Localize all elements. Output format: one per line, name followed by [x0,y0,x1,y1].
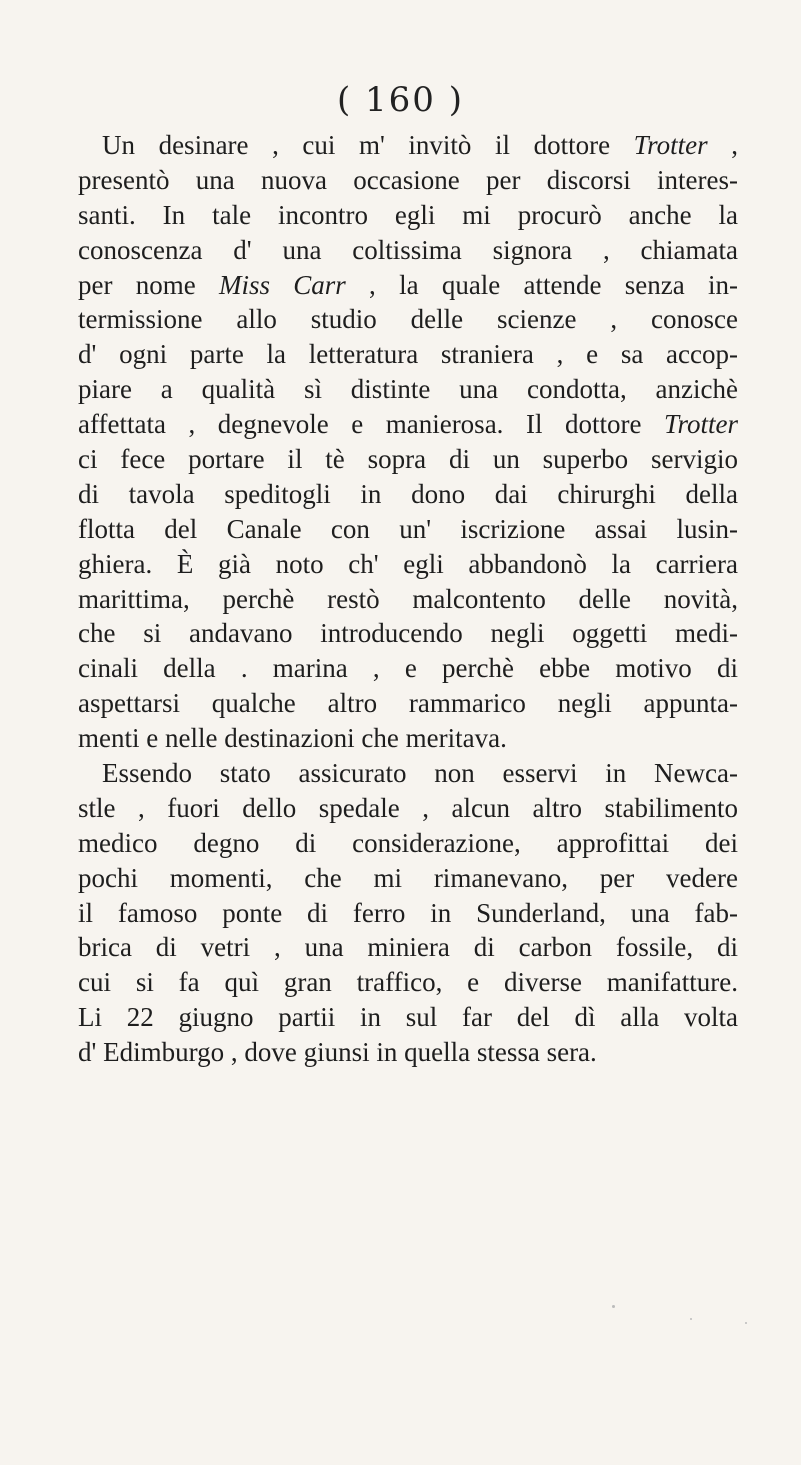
text-segment: termissione allo studio delle scienze , conosce [78,304,738,335]
text-segment: Li 22 giugno partii in sul far del dì alla volta [78,1002,738,1033]
text-segment: flotta del Canale con un' iscrizione assai lusin- [78,513,738,544]
text-line [78,268,738,303]
body-text [78,128,738,1070]
text-line [78,477,738,512]
text-line [78,791,738,826]
text-segment: Essendo stato assicurato non esservi in Newca- [102,758,738,789]
text-segment: stle , fuori dello spedale , alcun altro stabilimento [78,792,738,823]
text-line [78,372,738,407]
text-line [78,582,738,617]
text-segment: cinali della . marina , e perchè ebbe motivo di [78,653,738,684]
text-segment: piare a qualità sì distinte una condotta, anzichè [78,374,738,405]
text-segment: , la quale attende senza in- [345,269,738,300]
paper-speck [690,1318,692,1320]
paper-speck [612,1305,615,1308]
text-segment: affettata , degnevole e manierosa. Il dottore [78,409,664,440]
text-line [78,616,738,651]
text-line [78,1000,738,1035]
text-segment: il famoso ponte di ferro in Sunderland, una fab- [78,897,738,928]
text-line [78,407,738,442]
text-segment: Un desinare , cui m' invitò il dottore [102,130,634,160]
text-line [78,233,738,268]
text-line [78,965,738,1000]
text-segment: medico degno di considerazione, approfittai dei [78,827,738,858]
italic-name: Trotter [663,409,738,440]
text-segment: d' Edimburgo , dove giunsi in quella stessa sera. [78,1037,597,1068]
text-segment: ghiera. È già noto ch' egli abbandonò la carriera [78,548,738,579]
text-segment: brica di vetri , una miniera di carbon fossile, di [78,932,738,963]
text-line [78,721,738,756]
text-line [78,861,738,896]
text-segment: di tavola speditogli in dono dai chirurghi della [78,478,738,509]
italic-name: Trotter [633,130,708,160]
text-segment: d' ogni parte la letteratura straniera , e sa accop- [78,339,738,370]
text-line [78,163,738,198]
text-line [78,198,738,233]
text-line [78,896,738,931]
text-segment: menti e nelle destinazioni che meritava. [78,723,507,754]
text-line [78,547,738,582]
text-line [78,1035,738,1070]
text-line [78,826,738,861]
paper-speck [745,1322,747,1324]
text-line [78,128,738,163]
text-segment: ci fece portare il tè sopra di un superbo servigio [78,444,738,475]
text-line [78,442,738,477]
text-line [78,337,738,372]
text-segment: santi. In tale incontro egli mi procurò anche la [78,199,738,230]
text-segment: marittima, perchè restò malcontento delle novità, [78,583,738,614]
text-line [78,512,738,547]
text-line [78,686,738,721]
text-segment: aspettarsi qualche altro rammarico negli appunta- [78,688,738,719]
text-line [78,651,738,686]
text-line [78,302,738,337]
italic-name: Miss Carr [219,269,346,300]
text-segment: che si andavano introducendo negli oggetti medi- [78,618,738,649]
text-segment: pochi momenti, che mi rimanevano, per vedere [78,862,738,893]
text-segment: , [707,130,738,160]
text-segment: per nome [78,269,219,300]
text-line [78,756,738,791]
page-number: ( 160 ) [336,80,465,120]
text-line [78,930,738,965]
text-segment: presentò una nuova occasione per discorsi interes- [78,164,738,195]
text-segment: cui si fa quì gran traffico, e diverse manifatture. [78,967,738,998]
text-segment: conoscenza d' una coltissima signora , chiamata [78,234,738,265]
